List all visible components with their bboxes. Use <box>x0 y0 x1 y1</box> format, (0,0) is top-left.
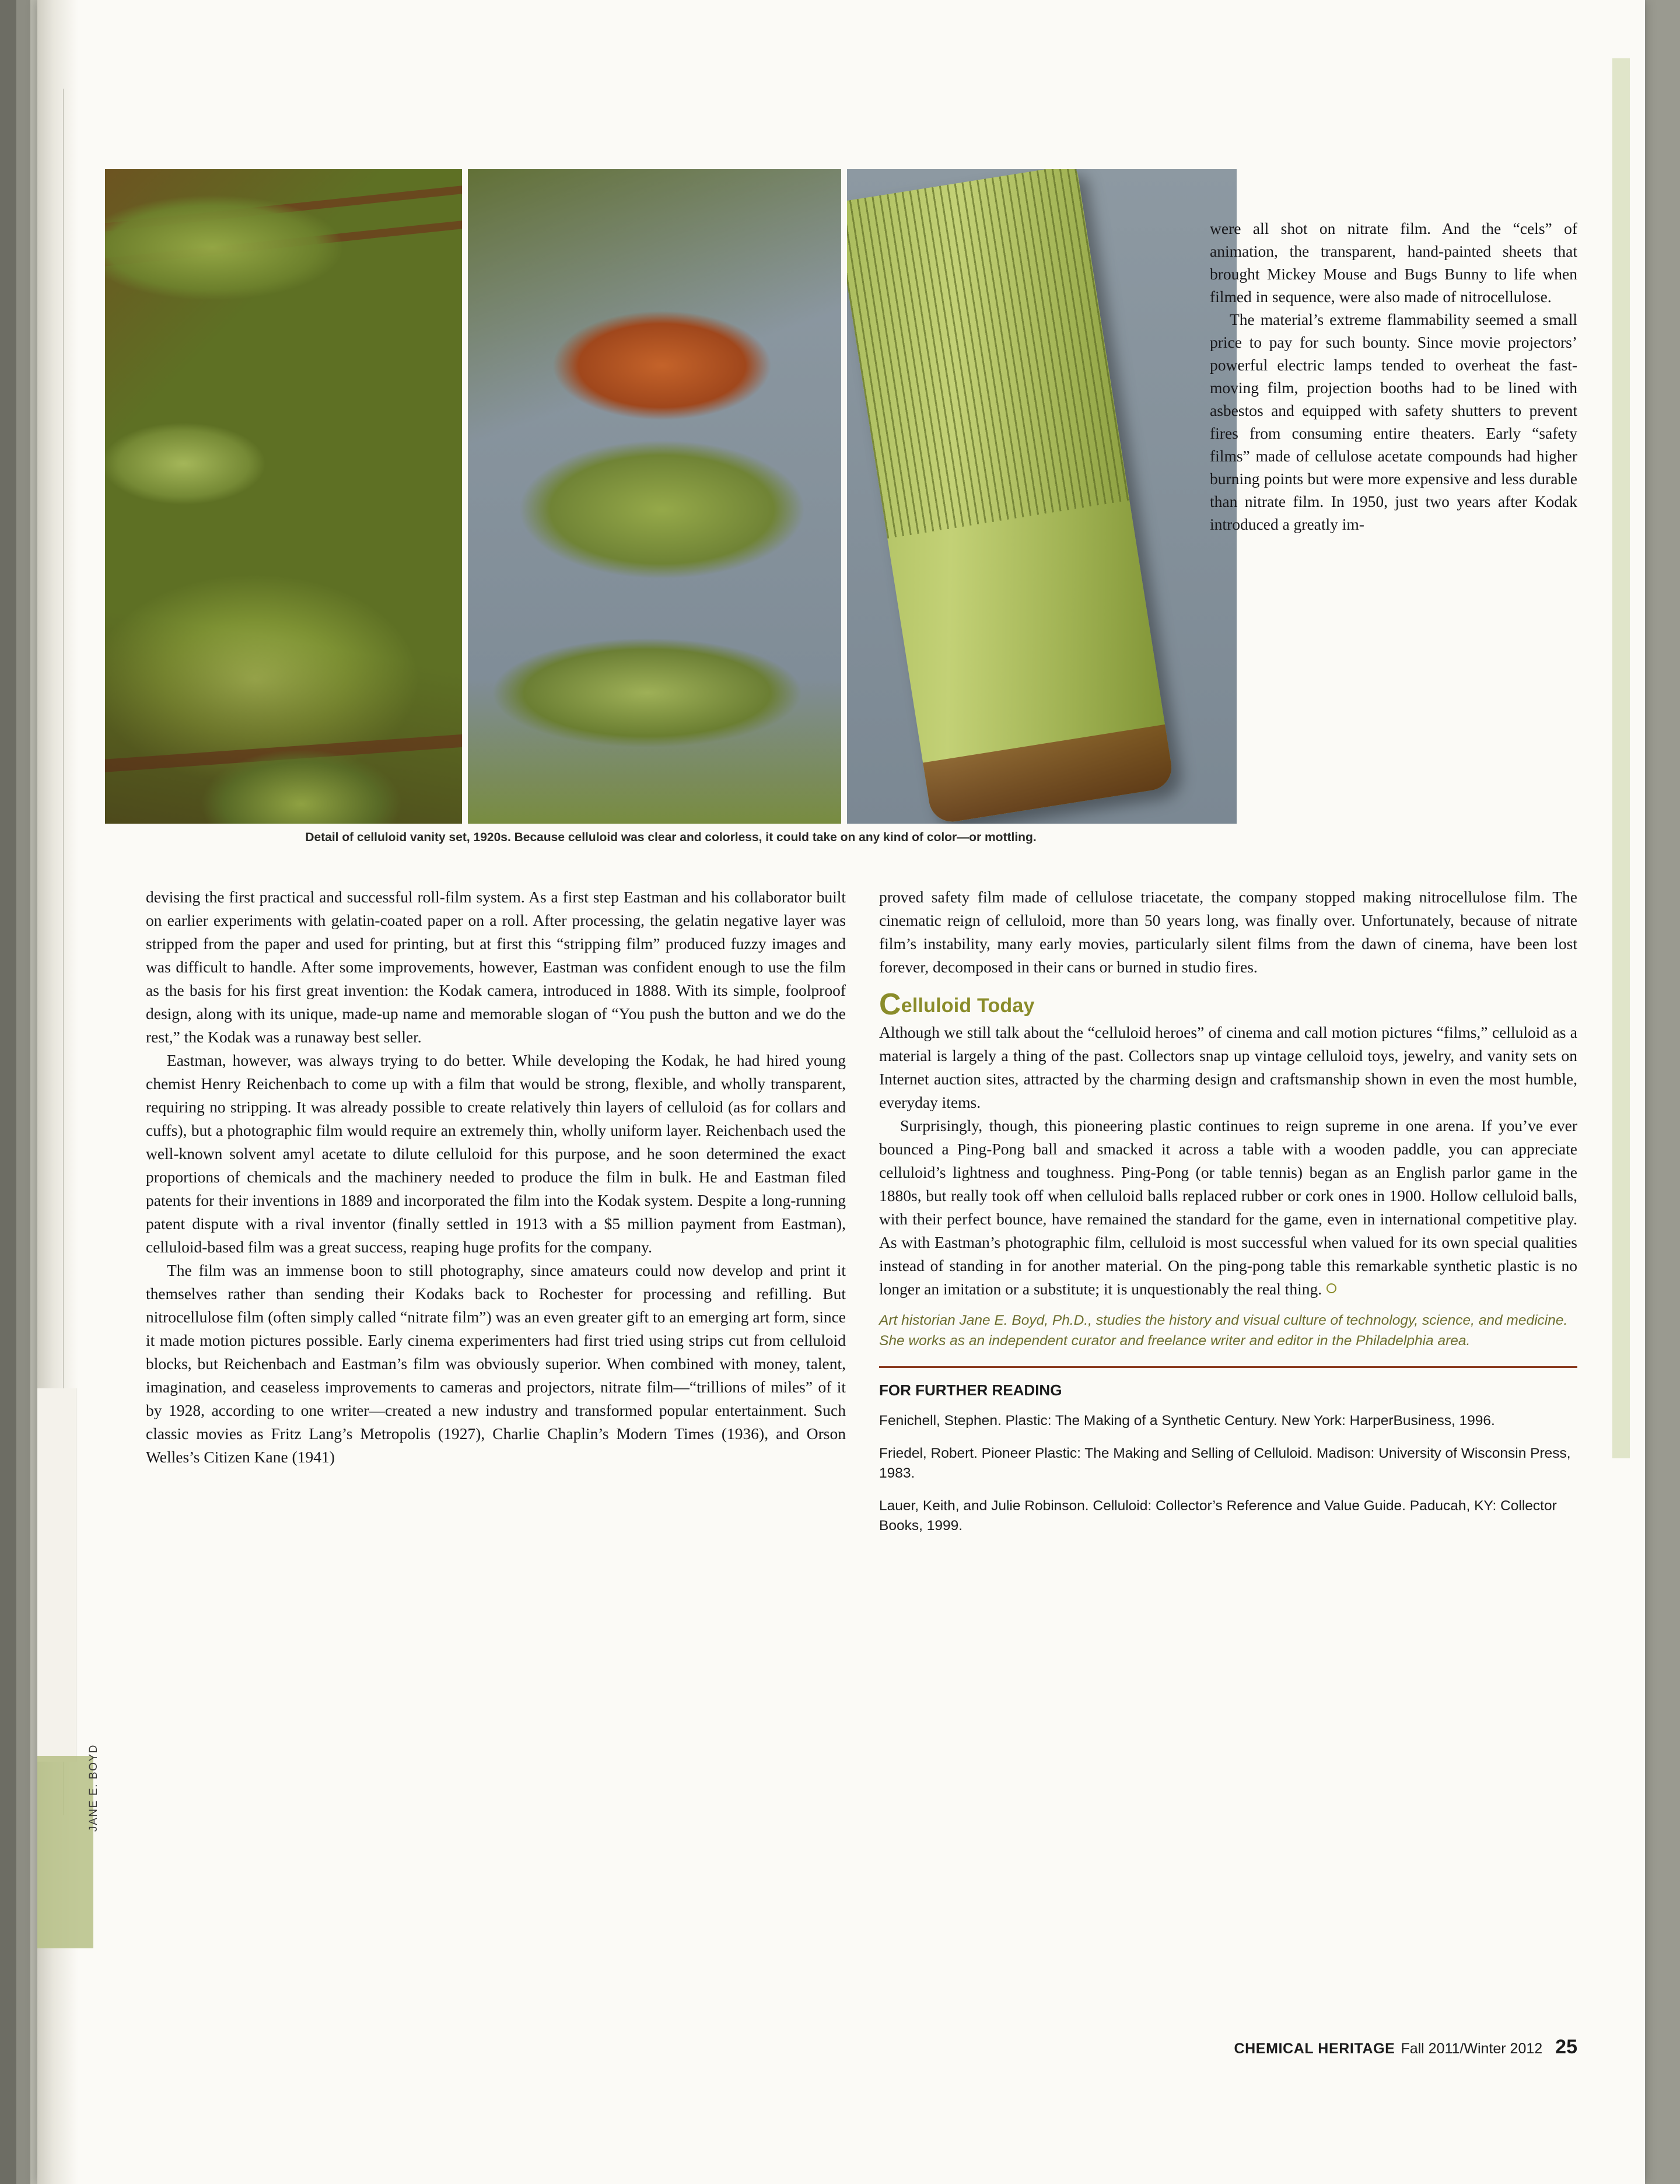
section-divider-rule <box>879 1366 1577 1368</box>
section-heading-text: elluloid Today <box>901 995 1035 1017</box>
paragraph: Although we still talk about the “celluloid heroes” of cinema and call motion pictures “films,” celluloid as a material is largely a thing of the past. Collectors snap up vintage celluloid toys, jewelry, and vanity sets on Internet auction sites, attracted by the charming design and craftsmanship shown in even the most humble, everyday items. <box>879 1023 1577 1111</box>
page-number: 25 <box>1555 2036 1577 2058</box>
spine-tab <box>37 1388 76 1762</box>
publication-name: CHEMICAL HERITAGE <box>1234 2041 1395 2057</box>
photo-credit: JANE E. BOYD <box>88 1744 100 1832</box>
paragraph: devising the first practical and successful roll-film system. As a first step Eastman and his collaborator built on earlier experiments with gelatin-coated paper on a roll. After processing, the gelatin negative layer was stripped from the paper and used for printing, but at first this “stripping film” produced fuzzy images and was difficult to handle. After some improvements, however, Eastman was confident enough to use the film as the basis for his first great invention: the Kodak camera, introduced in 1888. With its simple, foolproof design, along with its unique, made-up name and memorable slogan of “You push the button and we do the rest,” the Kodak was a runaway best seller. <box>146 888 846 1046</box>
comb-shape <box>847 169 1175 824</box>
paragraph: were all shot on nitrate film. And the “cels” of animation, the transparent, hand-painted sheets that brought Mickey Mouse and Bugs Bunny to life when filmed in sequence, were also made of nitrocellulose. <box>1210 219 1577 306</box>
paragraph: proved safety film made of cellulose triacetate, the company stopped making nitrocellulose film. The cinematic reign of celluloid, more than 50 years long, was finally over. Unfortunately, because of nitrate film’s instability, many early movies, particularly silent films from the dawn of cinema, have been lost forever, decomposed in their cans or burned in studio fires. <box>879 888 1577 976</box>
page-footer <box>879 2036 1577 2059</box>
column-right-body <box>879 886 1577 1549</box>
paragraph: The material’s extreme flammability seemed a small price to pay for such bounty. Since movie projectors’ powerful electric lamps tended to overheat the fast-moving film, projection booths had to be lined with asbestos and equipped with safety shutters to prevent fires from consuming entire theaters. Early “safety films” made of cellulose acetate compounds had higher burning points but were more expensive and less durable than nitrate film. In 1950, just two years after Kodak introduced a greatly im- <box>1210 310 1577 533</box>
drop-cap: C <box>879 988 901 1021</box>
author-bio: Art historian Jane E. Boyd, Ph.D., studies the history and visual culture of technology, science, and medicine. She works as an independent curator and freelance writer and editor in the Philadelphia area. <box>879 1312 1568 1349</box>
celluloid-open-box-photo <box>468 169 841 824</box>
celluloid-vanity-pieces-photo <box>105 169 462 824</box>
magazine-page <box>37 0 1645 2184</box>
celluloid-comb-photo <box>847 169 1237 824</box>
reference-item: Friedel, Robert. Pioneer Plastic: The Making and Selling of Celluloid. Madison: University of Wisconsin Press, 1983. <box>879 1446 1571 1481</box>
comb-teeth <box>847 169 1129 539</box>
issue-label: Fall 2011/Winter 2012 <box>1401 2041 1543 2057</box>
column-left-body <box>146 886 846 1469</box>
section-heading-celluloid-today <box>879 988 1577 1021</box>
figure-caption: Detail of celluloid vanity set, 1920s. Because celluloid was clear and colorless, it could take on any kind of color—or mottling. <box>305 831 1037 844</box>
paragraph: The film was an immense boon to still photography, since amateurs could now develop and print it themselves rather than sending their Kodaks back to Rochester for processing and refilling. But nitrocellulose film (often simply called “nitrate film”) was an even greater gift to an emerging art form, since it made motion pictures possible. Early cinema experimenters had first tried using strips cut from celluloid blocks, but Reichenbach and Eastman’s film was obviously superior. When combined with money, talent, imagination, and ceaseless improvements to cameras and projectors, nitrate film—“trillions of miles” of it by 1928, according to one writer—created a new industry and transformed popular entertainment. Such classic movies as Fritz Lang’s Metropolis (1927), Charlie Chaplin’s Modern Times (1936), and Orson Welles’s Citizen Kane (1941) <box>146 1261 846 1466</box>
paragraph <box>879 1114 1577 1301</box>
figure-photo-strip <box>105 169 1237 824</box>
column-right-top <box>1210 217 1577 536</box>
green-edge-artifact <box>37 1756 93 1948</box>
end-mark-icon <box>1326 1283 1336 1293</box>
reference-item: Fenichell, Stephen. Plastic: The Making of a Synthetic Century. New York: HarperBusiness, 1996. <box>879 1413 1495 1429</box>
paragraph-text: Surprisingly, though, this pioneering plastic continues to reign supreme in one arena. If you’ve ever bounced a Ping-Pong ball and smacked it across a table with a wooden paddle, you can appreciate celluloid’s lightness and toughness. Ping-Pong (or table tennis) began as an English parlor game in the 1880s, but really took off when celluloid balls replaced rubber or cork ones in 1900. Hollow celluloid balls, with their perfect bounce, have remained the standard for the game, even in international competitive play. As with Eastman’s photographic film, celluloid is most successful when valued for its own special qualities instead of standing in for another material. On the ping-pong table this remarkable synthetic plastic is no longer an imitation or a substitute; it is unquestionably the real thing. <box>879 1116 1577 1298</box>
comb-spine <box>923 724 1175 824</box>
reference-item: Lauer, Keith, and Julie Robinson. Celluloid: Collector’s Reference and Value Guide. Paducah, KY: Collector Books, 1999. <box>879 1498 1557 1534</box>
green-edge-artifact-right <box>1612 58 1630 1458</box>
paragraph: Eastman, however, was always trying to do better. While developing the Kodak, he had hired young chemist Henry Reichenbach to come up with a film that would be strong, flexible, and wholly transparent, requiring no stripping. It was already possible to create relatively thin layers of celluloid (as for collars and cuffs), but a photographic film would require an extremely thin, wholly uniform layer. Reichenbach used the well-known solvent amyl acetate to dilute celluloid for this purpose, and he soon determined the exact proportions of chemicals and the machinery needed to produce the film in bulk. He and Eastman filed patents for their inventions in 1889 and incorporated the film into the Kodak system. Despite a long-running patent dispute with a rival inventor (finally settled in 1913 with a $5 million payment from Eastman), celluloid-based film was a great success, reaping huge profits for the company. <box>146 1051 846 1256</box>
further-reading-heading: FOR FURTHER READING <box>879 1381 1062 1399</box>
